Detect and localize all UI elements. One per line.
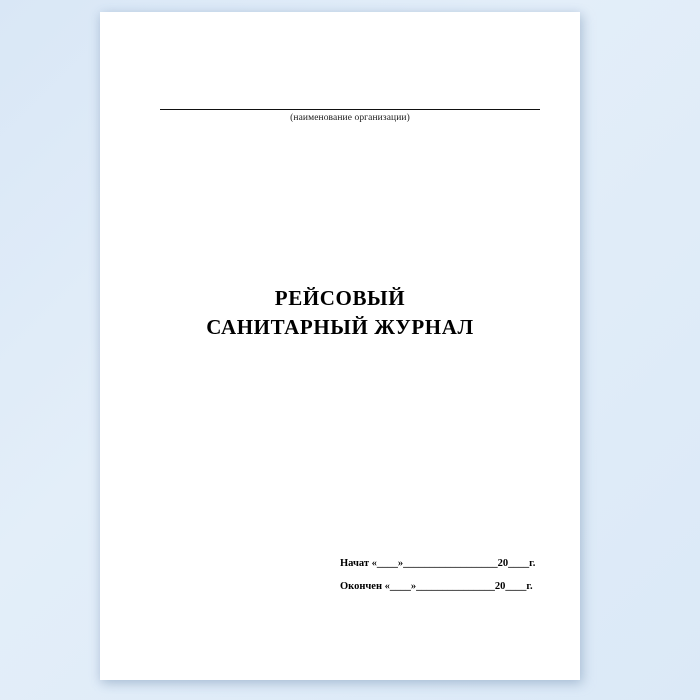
title-line-1: РЕЙСОВЫЙ (274, 286, 406, 310)
organization-fill-line (160, 108, 540, 110)
document-page (100, 12, 580, 680)
organization-caption: (наименование организации) (290, 113, 410, 123)
finished-date-field: Окончен «____»_______________20____г. (340, 581, 533, 592)
organization-block (160, 108, 540, 123)
started-date-field: Начат «____»__________________20____г. (340, 558, 536, 569)
date-fields-block (340, 558, 558, 604)
title-line-2: САНИТАРНЫЙ ЖУРНАЛ (206, 314, 474, 339)
document-title (140, 284, 540, 342)
